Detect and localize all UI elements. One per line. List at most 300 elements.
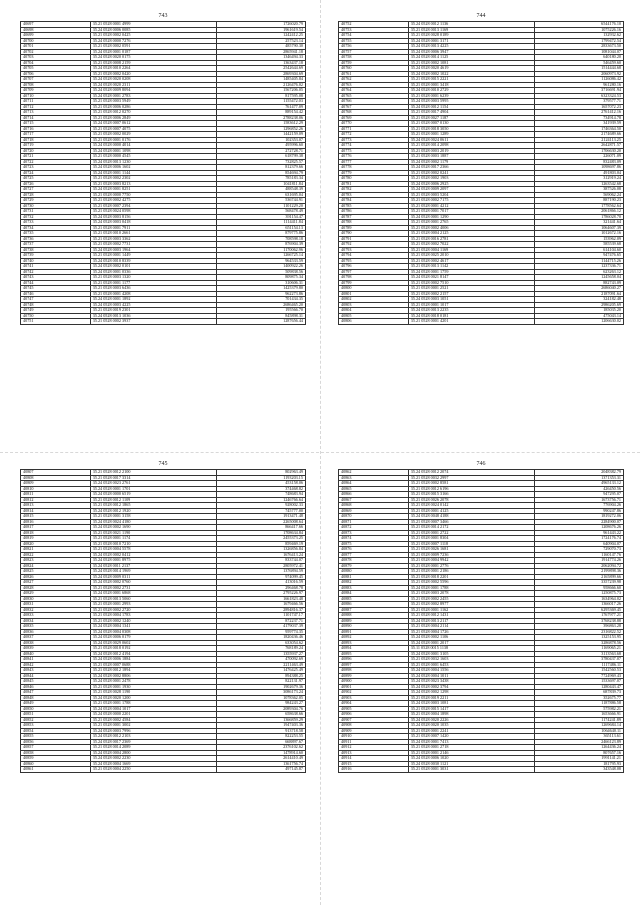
code-cell: 35.21 0528 0003 1320 (90, 275, 217, 281)
row-index-cell: 40843 (21, 668, 91, 674)
row-index-cell: 40886 (339, 602, 409, 608)
code-cell: 35.21 0528 0014 2172 (408, 525, 535, 531)
amount-cell: 341939.59 (535, 121, 624, 127)
row-index-cell: 40890 (339, 624, 409, 630)
amount-cell: 668897.67 (217, 739, 306, 745)
amount-cell: 1237336.71 (535, 264, 624, 270)
row-index-cell: 40857 (21, 745, 91, 751)
row-index-cell: 40800 (339, 286, 409, 292)
amount-cell: 1634964.02 (535, 596, 624, 602)
code-cell: 35.21 0528 0009 7236 (408, 552, 535, 558)
code-cell: 35.21 0528 0004 2250 (90, 767, 217, 773)
amount-cell: 854694.79 (217, 170, 306, 176)
code-cell: 35.21 0528 0002 5596 (408, 580, 535, 586)
row-index-cell: 40834 (21, 618, 91, 624)
amount-cell: 1064640.11 (535, 728, 624, 734)
code-cell: 35.24 0528 0009 8094 (90, 88, 217, 94)
code-cell: 35.24 0528 0004 1017 (90, 706, 217, 712)
amount-cell: 1280443.47 (535, 684, 624, 690)
amount-cell: 732825.57 (217, 159, 306, 165)
code-cell: 35.24 0528 0002 1106 (408, 635, 535, 641)
row-index-cell: 40776 (339, 154, 409, 160)
code-cell: 35.21 0528 0028 0189 (408, 33, 535, 39)
amount-cell: 1296852.26 (217, 126, 306, 132)
code-cell: 35.24 0528 0002 8806 (90, 673, 217, 679)
code-cell: 35.21 0528 0002 1903 (408, 176, 535, 182)
code-cell: 35.21 0528 0007 0130 (408, 121, 535, 127)
code-cell: 35.21 0528 0002 4006 (408, 225, 535, 231)
code-cell: 35.24 0528 0003 5995 (408, 99, 535, 105)
amount-cell: 6544176.10 (535, 22, 624, 28)
code-cell: 35.21 0528 0025 2010 (408, 253, 535, 259)
amount-cell: 1567206.05 (217, 88, 306, 94)
amount-cell: 426450.56 (535, 486, 624, 492)
row-index-cell: 40736 (21, 236, 91, 242)
code-cell: 35.24 0528 0001 0336 (90, 269, 217, 275)
code-cell: 35.21 0528 0001 4201 (408, 319, 535, 325)
code-cell: 35.21 0528 0004 2114 (408, 624, 535, 630)
code-cell: 35.11 0528 0015 1138 (408, 646, 535, 652)
row-index-cell: 40787 (339, 214, 409, 220)
amount-cell: 623263.12 (535, 269, 624, 275)
row-index-cell: 40854 (21, 728, 91, 734)
amount-cell: 974099.45 (217, 574, 306, 580)
code-cell: 35.24 0528 0006 0085 (90, 27, 217, 33)
row-index-cell: 40729 (21, 198, 91, 204)
amount-cell: 1169065.21 (535, 646, 624, 652)
code-cell: 35.21 0528 0012 0270 (90, 110, 217, 116)
row-index-cell: 40766 (339, 99, 409, 105)
row-index-cell: 40762 (339, 77, 409, 83)
amount-cell: 1170062.96 (217, 247, 306, 253)
code-cell: 35.24 0528 0011 2137 (90, 563, 217, 569)
row-index-cell: 40862 (339, 470, 409, 476)
row-index-cell: 40719 (21, 143, 91, 149)
code-cell: 35.24 0528 0001 2783 (90, 93, 217, 99)
amount-cell: 310606.31 (217, 280, 306, 286)
amount-cell: 776904.26 (535, 503, 624, 509)
code-cell: 35.21 0528 0007 4075 (90, 126, 217, 132)
row-index-cell: 40837 (21, 635, 91, 641)
row-index-cell: 40900 (339, 679, 409, 685)
code-cell: 35.24 0528 0000 7276 (90, 38, 217, 44)
code-cell: 35.21 0528 0001 1174 (90, 536, 217, 542)
code-cell: 35.21 0528 0010 7210 (90, 541, 217, 547)
amount-cell: 822131.97 (217, 679, 306, 685)
code-cell: 35.24 0528 0012 2103 (90, 734, 217, 740)
code-cell: 35.24 0528 0029 0602 (90, 640, 217, 646)
code-cell: 35.21 0528 0003 5949 (90, 99, 217, 105)
code-cell: 35.21 0528 0001 2993 (90, 602, 217, 608)
row-index-cell: 40754 (339, 33, 409, 39)
amount-cell: 1208676.26 (535, 525, 624, 531)
row-index-cell: 40753 (339, 27, 409, 33)
code-cell: 35.21 0528 0002 0591 (90, 44, 217, 50)
amount-cell: 1726020.79 (217, 22, 306, 28)
row-index-cell: 40741 (21, 264, 91, 270)
row-index-cell: 40894 (339, 646, 409, 652)
code-cell: 35.21 0528 0019 2301 (90, 308, 217, 314)
code-cell: 35.21 0528 0000 4545 (90, 154, 217, 160)
code-cell: 35.21 0528 0001 3158 (90, 514, 217, 520)
amount-cell: 2614410.49 (217, 756, 306, 762)
amount-cell: 1264436.24 (535, 745, 624, 751)
amount-cell: 2869304.69 (217, 71, 306, 77)
page-number: 745 (158, 461, 168, 467)
amount-cell: 2833673.50 (535, 44, 624, 50)
code-cell: 35.24 0528 0003 7996 (90, 728, 217, 734)
register-table (338, 469, 624, 773)
code-cell: 35.24 0528 0001 1892 (90, 297, 217, 303)
code-cell: 35.21 0528 0019 2211 (408, 695, 535, 701)
row-index-cell: 40780 (339, 176, 409, 182)
amount-cell: 4179037.39 (217, 624, 306, 630)
amount-cell: 964533.59 (217, 258, 306, 264)
amount-cell: 817595.08 (217, 93, 306, 99)
code-cell: 35.24 0528 0013 2235 (408, 308, 535, 314)
amount-cell: 984243.27 (217, 701, 306, 707)
row-index-cell: 40836 (21, 629, 91, 635)
row-index-cell: 40717 (21, 132, 91, 138)
row-index-cell: 40777 (339, 159, 409, 165)
amount-cell: 1661823.48 (217, 596, 306, 602)
code-cell: 35.21 0528 0004 5578 (90, 547, 217, 553)
code-cell: 35.21 0528 0003 3362 (90, 236, 217, 242)
row-index-cell: 40913 (339, 750, 409, 756)
row-index-cell: 40831 (21, 602, 91, 608)
row-index-cell: 40891 (339, 629, 409, 635)
row-index-cell: 40707 (21, 77, 91, 83)
row-index-cell: 40708 (21, 82, 91, 88)
row-index-cell: 40789 (339, 225, 409, 231)
row-index-cell: 40697 (21, 22, 91, 28)
code-cell: 35.21 0528 0016 2781 (408, 236, 535, 242)
amount-cell: 6323324.53 (535, 93, 624, 99)
amount-cell: 1371353.31 (535, 475, 624, 481)
amount-cell: 3768238.88 (535, 618, 624, 624)
row-index-cell: 40786 (339, 209, 409, 215)
amount-cell: 1724176.74 (535, 536, 624, 542)
amount-cell: 1263542.68 (535, 181, 624, 187)
code-cell: 35.21 0528 0026 1681 (408, 547, 535, 553)
code-cell: 35.24 0528 0001 1701 (90, 486, 217, 492)
amount-cell: 2265008.64 (217, 519, 306, 525)
code-cell: 35.21 0528 0001 0176 (90, 137, 217, 143)
code-cell: 35.21 0528 0002 4275 (90, 198, 217, 204)
code-cell: 35.21 0528 0002 2455 (408, 596, 535, 602)
amount-cell: 1101229.20 (217, 203, 306, 209)
amount-cell: 2455373.25 (217, 536, 306, 542)
amount-cell: 809875.34 (217, 275, 306, 281)
code-cell: 35.21 0528 0002 1081 (408, 60, 535, 66)
code-cell: 35.24 0528 0003 1964 (90, 247, 217, 253)
table-row (21, 319, 306, 325)
code-cell: 35.21 0528 0007 1118 (408, 541, 535, 547)
amount-cell: 1708634.84 (217, 530, 306, 536)
amount-cell: 475043.14 (535, 313, 624, 319)
row-index-cell: 40785 (339, 203, 409, 209)
amount-cell: 748683.94 (217, 492, 306, 498)
amount-cell: 195566.70 (217, 308, 306, 314)
code-cell: 35.24 0528 0001 2478 (90, 679, 217, 685)
code-cell: 35.21 0528 0001 8304 (408, 536, 535, 542)
amount-cell: 3113563.68 (535, 651, 624, 657)
amount-cell: 687839.73 (535, 690, 624, 696)
code-cell: 35.24 0528 0020 1035 (408, 723, 535, 729)
row-index-cell: 40805 (339, 313, 409, 319)
row-index-cell: 40737 (21, 242, 91, 248)
row-index-cell: 40779 (339, 170, 409, 176)
amount-cell: 614104.60 (535, 247, 624, 253)
amount-cell: 1400922.26 (217, 264, 306, 270)
amount-cell: 1819272.06 (535, 514, 624, 520)
code-cell: 35.21 0528 0001 2146 (408, 750, 535, 756)
code-cell: 35.21 0528 0004 1783 (90, 613, 217, 619)
amount-cell: 1914774.26 (535, 558, 624, 564)
code-cell: 35.21 0528 0001 1289 (408, 132, 535, 138)
amount-cell: 1820436.46 (217, 635, 306, 641)
code-cell: 35.21 0528 0001 4212 (408, 203, 535, 209)
code-cell: 35.24 0528 0020 2226 (408, 717, 535, 723)
row-index-cell: 40764 (339, 88, 409, 94)
row-index-cell: 40853 (21, 723, 91, 729)
row-index-cell: 40841 (21, 657, 91, 663)
code-cell: 35.24 0528 0020 1200 (90, 695, 217, 701)
amount-cell: 1533697.07 (535, 679, 624, 685)
code-cell: 35.24 0528 0004 1341 (90, 624, 217, 630)
row-index-cell: 40855 (21, 734, 91, 740)
code-cell: 35.24 0528 0003 0418 (90, 220, 217, 226)
code-cell: 35.21 0528 0004 1169 (408, 247, 535, 253)
amount-cell: 272728.71 (217, 148, 306, 154)
row-index-cell: 40730 (21, 203, 91, 209)
code-cell: 35.24 0528 0013 1036 (90, 313, 217, 319)
code-cell: 35.24 0528 0014 1125 (408, 55, 535, 61)
code-cell: 35.21 0528 0001 4125 (408, 508, 535, 514)
row-index-cell: 40722 (21, 159, 91, 165)
code-cell: 35.21 0528 0004 2125 (408, 231, 535, 237)
amount-cell: 812379.66 (217, 165, 306, 171)
amount-cell: 2865941.18 (217, 49, 306, 55)
amount-cell: 1266725.14 (217, 253, 306, 259)
row-index-cell: 40888 (339, 613, 409, 619)
row-index-cell: 40802 (339, 297, 409, 303)
row-index-cell: 40899 (339, 673, 409, 679)
code-cell: 35.24 0528 0012 4194 (90, 651, 217, 657)
amount-cell: 785183.34 (217, 176, 306, 182)
code-cell: 35.24 0528 0002 0412 (90, 552, 217, 558)
row-index-cell: 40872 (339, 525, 409, 531)
amount-cell: 962273.86 (217, 291, 306, 297)
amount-cell: 1991141.21 (535, 756, 624, 762)
code-cell: 35.21 0528 0007 0688 (90, 662, 217, 668)
code-cell: 35.21 0528 0014 2098 (408, 143, 535, 149)
amount-cell: 3780437.07 (535, 657, 624, 663)
code-cell: 35.21 0528 0017 3314 (90, 475, 217, 481)
amount-cell: 658638.66 (217, 712, 306, 718)
code-cell: 35.24 0528 0006 1602 (90, 165, 217, 171)
row-index-cell: 40818 (21, 530, 91, 536)
code-cell: 35.24 0528 0010 2729 (408, 88, 535, 94)
row-index-cell: 40871 (339, 519, 409, 525)
code-cell: 35.21 0528 0015 3166 (408, 492, 535, 498)
amount-cell: 1583612.29 (217, 121, 306, 127)
code-cell: 35.21 0528 0001 4999 (90, 22, 217, 28)
page-number: 744 (476, 13, 486, 19)
row-index-cell: 40734 (21, 225, 91, 231)
register-table (338, 21, 624, 325)
amount-cell: 947476.65 (535, 253, 624, 259)
amount-cell: 1653666.91 (535, 712, 624, 718)
amount-cell: 485790.30 (217, 44, 306, 50)
code-cell: 35.24 0528 0006 0179 (90, 635, 217, 641)
row-index-cell: 40816 (21, 519, 91, 525)
code-cell: 35.21 0528 0001 1162 (408, 607, 535, 613)
code-cell: 35.21 0528 0002 2302 (90, 176, 217, 182)
amount-cell: 1363437.18 (217, 60, 306, 66)
amount-cell: 859469.19 (217, 541, 306, 547)
code-cell: 35.21 0528 0006 2849 (90, 115, 217, 121)
amount-cell: 1187886.58 (535, 701, 624, 707)
row-index-cell: 40778 (339, 165, 409, 171)
code-cell: 35.24 0528 0013 1230 (90, 159, 217, 165)
code-cell: 35.21 0528 0002 2157 (408, 291, 535, 297)
amount-cell: 343548.08 (535, 767, 624, 773)
row-index-cell: 40763 (339, 82, 409, 88)
row-index-cell: 40873 (339, 530, 409, 536)
row-index-cell: 40892 (339, 635, 409, 641)
code-cell: 35.21 0528 0001 1930 (90, 684, 217, 690)
row-index-cell: 40745 (21, 286, 91, 292)
amount-cell: 365113.61 (535, 734, 624, 740)
row-index-cell: 40770 (339, 121, 409, 127)
amount-cell: 1114411.84 (217, 220, 306, 226)
row-index-cell: 40840 (21, 651, 91, 657)
amount-cell: 729070.73 (535, 547, 624, 553)
row-index-cell: 40714 (21, 115, 91, 121)
page-number: 746 (476, 461, 486, 467)
code-cell: 35.21 0528 0002 7731 (90, 242, 217, 248)
row-index-cell: 40751 (21, 319, 91, 325)
code-cell: 35.24 0528 0020 0175 (90, 55, 217, 61)
code-cell: 35.24 0528 0002 1022 (408, 71, 535, 77)
amount-cell: 1075226.16 (535, 27, 624, 33)
page-744 (338, 12, 624, 325)
amount-cell: 1160147.76 (535, 552, 624, 558)
amount-cell: 2187091.64 (535, 291, 624, 297)
row-index-cell: 40874 (339, 536, 409, 542)
row-index-cell: 40895 (339, 651, 409, 657)
code-cell: 35.21 0528 0002 4584 (90, 717, 217, 723)
page-743 (20, 12, 306, 325)
row-index-cell: 40710 (21, 93, 91, 99)
code-cell: 35.21 0528 0003 2078 (408, 591, 535, 597)
code-cell: 35.21 0528 0001 4208 (90, 291, 217, 297)
code-cell: 35.24 0528 0002 3794 (408, 684, 535, 690)
code-cell: 35.24 0528 0002 0101 (90, 264, 217, 270)
amount-cell: 745777.00 (217, 508, 306, 514)
row-index-cell: 40826 (21, 574, 91, 580)
row-index-cell: 40769 (339, 115, 409, 121)
row-index-cell: 40727 (21, 187, 91, 193)
code-cell: 35.21 0528 0015 2221 (408, 77, 535, 83)
row-index-cell: 40704 (21, 60, 91, 66)
row-index-cell: 40703 (21, 55, 91, 61)
amount-cell: 257523.14 (217, 38, 306, 44)
row-index-cell: 40749 (21, 308, 91, 314)
code-cell: 35.24 0528 0004 0308 (90, 629, 217, 635)
code-cell: 35.21 0528 0001 1177 (90, 280, 217, 286)
row-index-cell: 40832 (21, 607, 91, 613)
code-cell: 35.24 0528 0003 1051 (408, 297, 535, 303)
code-cell: 35.21 0528 0021 1190 (90, 530, 217, 536)
code-cell: 35.21 0528 0001 1017 (408, 302, 535, 308)
amount-cell: 1193203.15 (217, 475, 306, 481)
amount-cell: 391154.47 (217, 214, 306, 220)
row-index-cell: 40721 (21, 154, 91, 160)
amount-cell: 546459.60 (535, 60, 624, 66)
amount-cell: 132932.62 (535, 33, 624, 39)
amount-cell: 1778562.64 (535, 203, 624, 209)
row-index-cell: 40866 (339, 492, 409, 498)
code-cell: 35.21 0528 0012 1431 (408, 613, 535, 619)
amount-cell: 1101747.17 (217, 613, 306, 619)
amount-cell: 959774.35 (217, 629, 306, 635)
amount-cell: 181795.93 (535, 761, 624, 767)
row-index-cell: 40725 (21, 176, 91, 182)
amount-cell: 1098697.86 (535, 165, 624, 171)
page-745 (20, 460, 306, 773)
code-cell: 35.21 0528 0002 8977 (408, 602, 535, 608)
row-index-cell: 40794 (339, 253, 409, 259)
amount-cell: 2174689.66 (535, 132, 624, 138)
row-index-cell: 40713 (21, 110, 91, 116)
amount-cell: 1346494.33 (217, 55, 306, 61)
row-index-cell: 40845 (21, 679, 91, 685)
amount-cell: 2788238.06 (217, 115, 306, 121)
code-cell: 35.24 0528 0004 2800 (90, 750, 217, 756)
row-index-cell: 40709 (21, 88, 91, 94)
row-index-cell: 40761 (339, 71, 409, 77)
code-cell: 35.24 0528 0020 4619 (408, 66, 535, 72)
row-index-cell: 40795 (339, 258, 409, 264)
code-cell: 35.21 0528 0012 2100 (90, 470, 217, 476)
amount-cell: 374468.82 (217, 486, 306, 492)
amount-cell: 2642871.57 (535, 143, 624, 149)
row-index-cell: 40868 (339, 503, 409, 509)
amount-cell: 1514444.68 (535, 66, 624, 72)
code-cell: 35.24 0528 0001 3105 (408, 651, 535, 657)
amount-cell: 701434.35 (217, 297, 306, 303)
row-index-cell: 40733 (21, 220, 91, 226)
amount-cell: 1355937.27 (217, 651, 306, 657)
row-index-cell: 40782 (339, 187, 409, 193)
code-cell: 35.21 0528 0002 0241 (408, 170, 535, 176)
amount-cell: 3286878.56 (535, 640, 624, 646)
row-index-cell: 40859 (21, 756, 91, 762)
code-cell: 35.21 0528 0027 1187 (408, 115, 535, 121)
amount-cell: 1746364.50 (535, 126, 624, 132)
code-cell: 35.24 0528 0004 1011 (408, 673, 535, 679)
amount-cell: 2316822.52 (535, 629, 624, 635)
row-index-cell: 40884 (339, 591, 409, 597)
amount-cell: 568478.49 (217, 209, 306, 215)
code-cell: 35.24 0528 0009 0311 (90, 574, 217, 580)
code-cell: 35.24 0528 0004 1669 (90, 761, 217, 767)
amount-cell: 1245658.04 (535, 275, 624, 281)
row-index-cell: 40792 (339, 242, 409, 248)
code-cell: 35.24 0528 0017 2369 (90, 739, 217, 745)
